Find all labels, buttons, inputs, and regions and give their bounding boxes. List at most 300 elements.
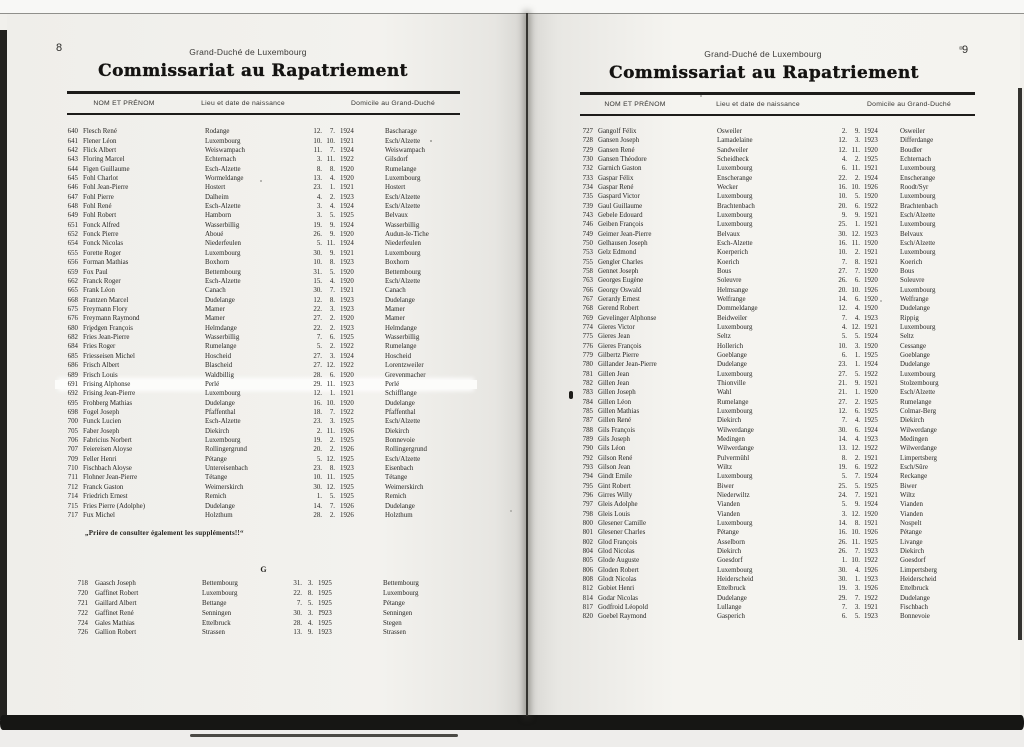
row-birthplace: Koerich [717, 258, 740, 266]
row-number: 647 [67, 193, 78, 201]
row-name: Gaasch Joseph [95, 580, 136, 588]
row-birthplace: Dudelange [717, 361, 747, 369]
row-birth-year: 1923 [318, 609, 332, 617]
row-domicile: Heiderscheid [900, 575, 937, 583]
row-name: Gansen René [598, 146, 635, 154]
row-birth-day: 16. [838, 240, 847, 248]
row-birth-year: 1925 [864, 156, 878, 164]
row-number: 689 [67, 371, 78, 379]
row-birth-month: 2. [329, 193, 335, 201]
row-number: 722 [77, 609, 88, 617]
row-birth-day: 10. [313, 474, 322, 482]
row-number: 820 [582, 613, 593, 621]
table-row [575, 248, 1020, 257]
row-birth-day: 28. [313, 371, 322, 379]
row-birth-year: 1923 [864, 613, 878, 621]
row-birthplace: Heiderscheid [717, 575, 754, 583]
row-birth-day: 14. [838, 296, 847, 304]
row-domicile: Esch/Alzette [385, 193, 421, 201]
table-row [575, 593, 1020, 602]
table-row [73, 589, 473, 599]
row-name: Georgy Oswald [598, 286, 642, 294]
row-domicile: Welfrange [900, 296, 929, 304]
table-row [575, 556, 1020, 565]
row-number: 776 [582, 342, 593, 350]
table-row [60, 370, 472, 379]
row-domicile: Ettelbruck [900, 585, 929, 593]
row-birth-month: 10. [851, 184, 860, 192]
row-number: 793 [582, 463, 593, 471]
row-name: Fonck Alfred [83, 221, 120, 229]
row-name: Glesener Charles [598, 529, 646, 537]
row-domicile: Bettembourg [385, 268, 421, 276]
row-number: 787 [582, 417, 593, 425]
row-birth-year: 1923 [864, 314, 878, 322]
row-domicile: Gilsdorf [385, 156, 408, 164]
row-name: Franck Roger [83, 277, 121, 285]
row-birth-month: 11. [326, 240, 335, 248]
row-birth-year: 1922 [864, 463, 878, 471]
row-birth-day: 15. [313, 277, 322, 285]
row-domicile: Dudelange [385, 502, 415, 510]
row-birthplace: Luxembourg [205, 437, 241, 445]
row-birth-day: 6. [841, 352, 847, 360]
table-row [575, 435, 1020, 444]
row-domicile: Strassen [383, 629, 406, 637]
row-birth-month: 2. [329, 446, 335, 454]
table-row [60, 473, 472, 482]
row-birth-day: 26. [838, 277, 847, 285]
row-domicile: Reckange [900, 473, 928, 481]
row-domicile: Weiswampach [385, 146, 426, 154]
row-birth-year: 1925 [340, 334, 354, 342]
row-birth-year: 1924 [864, 501, 878, 509]
row-domicile: Niederfeulen [385, 240, 421, 248]
row-domicile: Pfaffenthal [385, 408, 416, 416]
table-row [73, 608, 473, 618]
row-domicile: Esch/Alzette [385, 137, 421, 145]
table-row [575, 426, 1020, 435]
row-number: 800 [582, 519, 593, 527]
table-row [575, 314, 1020, 323]
row-birthplace: Wormeldange [205, 174, 244, 182]
row-number: 797 [582, 501, 593, 509]
row-number: 700 [67, 418, 78, 426]
row-domicile: Osweiler [900, 128, 925, 136]
table-row [575, 575, 1020, 584]
row-birthplace: Gasperich [717, 613, 745, 621]
row-name: Forman Mathias [83, 259, 129, 267]
row-birth-year: 1924 [340, 240, 354, 248]
table-row [60, 389, 472, 398]
row-birthplace: Wilwerdange [717, 426, 754, 434]
row-birth-year: 1921 [340, 137, 354, 145]
row-birth-year: 1922 [340, 343, 354, 351]
row-birth-year: 1925 [340, 455, 354, 463]
row-birthplace: Rollingergrund [205, 446, 247, 454]
row-birthplace: Niederwiltz [717, 491, 750, 499]
row-birth-day: 6. [841, 165, 847, 173]
row-birth-year: 1921 [864, 454, 878, 462]
row-birth-month: 7. [329, 128, 335, 136]
row-number: 769 [582, 314, 593, 322]
row-domicile: Goeblange [900, 352, 930, 360]
table-row [575, 547, 1020, 556]
row-birth-year: 1920 [340, 371, 354, 379]
row-name: Fries Pierre (Adolphe) [83, 502, 145, 510]
header-rule-bottom-right [580, 114, 975, 116]
row-birth-day: 13. [838, 445, 847, 453]
table-row [575, 388, 1020, 397]
supplements-note: „Prière de consulter également les suppléments!!“ [85, 529, 244, 537]
row-domicile: Stegen [383, 619, 402, 627]
row-name: Glodt Nicolas [598, 575, 637, 583]
table-row [575, 463, 1020, 472]
row-birth-year: 1921 [864, 519, 878, 527]
row-name: Fonck Pierre [83, 231, 119, 239]
row-birthplace: Hostert [205, 184, 226, 192]
row-name: Fries Roger [83, 343, 116, 351]
page-number-right: 9 [962, 44, 969, 56]
row-birthplace: Lullange [717, 603, 742, 611]
scan-bottom-margin [0, 730, 1024, 747]
row-domicile: Enscherange [900, 174, 936, 182]
row-number: 721 [77, 599, 88, 607]
row-birth-year: 1923 [340, 193, 354, 201]
row-domicile: Goesdorf [900, 557, 926, 565]
row-birth-day: 13. [313, 174, 322, 182]
row-birth-year: 1925 [318, 590, 332, 598]
row-number: 691 [67, 380, 78, 388]
row-birth-month: 1. [854, 221, 860, 229]
row-birth-year: 1922 [864, 370, 878, 378]
row-birth-month: 7. [854, 473, 860, 481]
row-birth-year: 1920 [864, 389, 878, 397]
row-birth-year: 1921 [340, 184, 354, 192]
scan-shadow-streak [190, 734, 458, 737]
row-birth-day: 23. [313, 465, 322, 473]
row-number: 682 [67, 334, 78, 342]
row-birth-month: 5. [854, 193, 860, 201]
table-row [575, 360, 1020, 369]
row-number: 812 [582, 585, 593, 593]
row-birth-day: 30. [838, 230, 847, 238]
row-birth-year: 1925 [340, 483, 354, 491]
row-birthplace: Luxembourg [205, 390, 241, 398]
row-birth-day: 25. [838, 482, 847, 490]
row-birth-month: 11. [326, 474, 335, 482]
row-name: Feller Henri [83, 455, 117, 463]
row-name: Flick Albert [83, 146, 117, 154]
row-birth-month: 7. [854, 594, 860, 602]
row-name: Glod François [598, 538, 638, 546]
row-domicile: Esch/Alzette [900, 389, 936, 397]
row-domicile: Pétange [383, 599, 405, 607]
row-birth-day: 27. [838, 398, 847, 406]
row-birthplace: Luxembourg [717, 165, 753, 173]
row-birth-year: 1921 [864, 165, 878, 173]
row-birth-month: 4. [854, 305, 860, 313]
table-row [575, 500, 1020, 509]
row-birth-day: 20. [313, 446, 322, 454]
row-domicile: Esch/Alzette [385, 418, 421, 426]
row-domicile: Soleuvre [900, 277, 925, 285]
row-birth-year: 1926 [340, 427, 354, 435]
row-name: Gobiet Henri [598, 585, 635, 593]
row-birthplace: Luxembourg [717, 566, 753, 574]
row-birthplace: Dudelange [205, 296, 235, 304]
row-domicile: Eisenbach [385, 465, 414, 473]
row-birth-day: 26. [313, 231, 322, 239]
row-birth-month: 6. [854, 408, 860, 415]
row-birth-day: 7. [841, 603, 847, 611]
row-number: 652 [67, 231, 78, 239]
row-birthplace: Welfrange [717, 296, 746, 304]
table-row [60, 501, 472, 510]
row-birthplace: Soleuvre [717, 277, 742, 285]
row-birth-month: 5. [329, 268, 335, 276]
running-header-right: Grand-Duché de Luxembourg [704, 49, 822, 59]
section-letter: G [260, 565, 267, 574]
table-row [60, 342, 472, 351]
row-birth-year: 1923 [340, 296, 354, 304]
row-birth-year: 1923 [864, 547, 878, 555]
row-birth-year: 1924 [340, 352, 354, 360]
row-birth-month: 4. [307, 619, 313, 627]
row-number: 735 [582, 193, 593, 201]
book-bottom-edge [0, 715, 1024, 730]
row-name: Fohl Charlot [83, 174, 119, 182]
row-name: Godar Nicolas [598, 594, 638, 602]
row-name: Floring Marcel [83, 156, 125, 164]
row-name: Gevelinger Alphonse [598, 314, 657, 322]
row-birth-day: 14. [838, 435, 847, 443]
row-birth-year: 1922 [864, 202, 878, 210]
row-name: Frising Alphonse [83, 380, 131, 388]
row-birthplace: Osweiler [717, 128, 742, 136]
row-number: 796 [582, 491, 593, 499]
row-birth-month: 4. [854, 566, 860, 574]
header-rule-top-left [67, 91, 460, 94]
row-birth-day: 12. [838, 408, 847, 415]
table-row [575, 528, 1020, 537]
row-domicile: Luxembourg [900, 324, 936, 332]
row-birth-month: 7. [854, 547, 860, 555]
row-birth-month: 12. [851, 324, 860, 332]
row-number: 676 [67, 315, 78, 323]
row-domicile: Helmdange [385, 324, 417, 332]
row-birth-month: 3. [854, 137, 860, 145]
row-birth-year: 1921 [864, 249, 878, 257]
table-row [575, 174, 1020, 183]
row-birthplace: Bettembourg [202, 580, 238, 588]
row-number: 698 [67, 408, 78, 416]
table-row [575, 398, 1020, 407]
row-birth-month: 2. [854, 156, 860, 164]
row-birth-year: 1923 [340, 465, 354, 473]
row-number: 749 [582, 230, 593, 238]
row-number: 817 [582, 603, 593, 611]
row-birth-day: 23. [838, 361, 847, 369]
row-name: Gillen Mathias [598, 408, 640, 415]
row-number: 794 [582, 473, 593, 481]
table-row [60, 183, 472, 192]
row-domicile: Bonnevoie [385, 437, 415, 445]
row-birth-month: 11. [851, 538, 860, 546]
row-name: Fohl René [83, 203, 112, 211]
table-row [575, 183, 1020, 192]
row-birth-day: 28. [293, 619, 302, 627]
table-row [575, 491, 1020, 500]
table-row [60, 455, 472, 464]
row-name: Freymann Raymond [83, 315, 140, 323]
row-name: Glesener Camille [598, 519, 647, 527]
row-birth-day: 3. [316, 212, 322, 220]
row-number: 732 [582, 165, 593, 173]
row-name: Glode Auguste [598, 557, 640, 565]
row-number: 717 [67, 511, 78, 519]
row-birth-month: 2. [854, 249, 860, 257]
row-birth-year: 1925 [864, 408, 878, 415]
row-birth-month: 6. [329, 371, 335, 379]
row-name: Gleis Louis [598, 510, 630, 518]
row-birth-year: 1923 [340, 380, 354, 388]
row-number: 715 [67, 502, 78, 510]
row-birthplace: Luxembourg [205, 137, 241, 145]
row-name: Gengler Charles [598, 258, 643, 266]
table-row [60, 427, 472, 436]
row-domicile: Esch/Alzette [900, 240, 936, 248]
row-birth-month: 1. [329, 390, 335, 398]
row-number: 643 [67, 156, 78, 164]
row-name: Gleis Adolphe [598, 501, 638, 509]
row-birth-day: 27. [838, 268, 847, 276]
row-birth-month: 3. [307, 609, 313, 617]
row-birthplace: Helmsange [717, 286, 748, 294]
row-domicile: Luxembourg [900, 370, 936, 378]
table-row [575, 342, 1020, 351]
row-name: Friedgen François [83, 324, 133, 332]
row-birthplace: Dudelange [205, 502, 235, 510]
table-row [60, 286, 472, 295]
row-name: Geiben François [598, 221, 644, 229]
row-birth-day: 2. [316, 427, 322, 435]
row-domicile: Echternach [900, 156, 931, 164]
row-birth-day: 22. [838, 174, 847, 182]
row-birth-month: 7. [329, 408, 335, 416]
row-birth-year: 1925 [864, 538, 878, 546]
row-name: Fohl Robert [83, 212, 117, 220]
row-birth-day: 27. [313, 315, 322, 323]
row-name: Glod Nicolas [598, 547, 635, 555]
row-number: 662 [67, 277, 78, 285]
row-birth-day: 4. [841, 324, 847, 332]
row-birth-month: 9. [329, 221, 335, 229]
row-domicile: Dudelange [900, 305, 930, 313]
row-domicile: Esch/Alzette [385, 277, 421, 285]
row-birthplace: Echternach [205, 156, 236, 164]
table-row [60, 267, 472, 276]
table-row [60, 352, 472, 361]
table-row [60, 305, 472, 314]
row-birthplace: Strassen [202, 629, 225, 637]
table-row [73, 628, 473, 638]
row-birth-day: 30. [838, 566, 847, 574]
row-name: Flesch René [83, 128, 117, 136]
row-birth-month: 7. [329, 146, 335, 154]
row-domicile: Vianden [900, 510, 923, 518]
row-name: Gils Léon [598, 445, 626, 453]
row-number: 788 [582, 426, 593, 434]
table-row [575, 258, 1020, 267]
row-birth-year: 1920 [340, 268, 354, 276]
row-domicile: Hostert [385, 184, 406, 192]
table-row [575, 351, 1020, 360]
row-birth-month: 12. [326, 362, 335, 370]
row-domicile: Limpertsberg [900, 566, 937, 574]
table-row [60, 155, 472, 164]
row-birth-month: 12. [851, 510, 860, 518]
row-number: 718 [77, 580, 88, 588]
row-number: 668 [67, 296, 78, 304]
row-number: 802 [582, 538, 593, 546]
table-row [575, 565, 1020, 574]
row-birth-year: 1926 [864, 184, 878, 192]
row-birthplace: Canach [205, 287, 226, 295]
table-row [575, 230, 1020, 239]
row-birthplace: Rumelange [717, 398, 749, 406]
row-name: Gindt Emile [598, 473, 632, 481]
row-domicile: Perlé [385, 380, 400, 388]
row-domicile: Differdange [900, 137, 934, 145]
row-number: 727 [582, 128, 593, 136]
table-row [60, 277, 472, 286]
row-birth-day: 10. [313, 137, 322, 145]
row-number: 798 [582, 510, 593, 518]
row-birthplace: Bous [717, 268, 732, 276]
row-birthplace: Hollerich [717, 342, 744, 350]
page-title-left: Commissariat au Rapatriement [98, 61, 408, 81]
row-number: 651 [67, 221, 78, 229]
row-birth-year: 1924 [340, 221, 354, 229]
row-birth-day: 7. [841, 417, 847, 425]
ink-mark [569, 391, 573, 399]
row-domicile: Mamer [385, 315, 405, 323]
row-birth-month: 11. [851, 146, 860, 154]
row-birth-year: 1922 [864, 445, 878, 453]
row-domicile: Esch/Alzette [385, 455, 421, 463]
row-birth-year: 1925 [318, 599, 332, 607]
row-domicile: Mamer [385, 306, 405, 313]
column-header-nom-right: NOM ET PRÉNOM [604, 101, 666, 108]
row-birth-month: 11. [326, 156, 335, 164]
row-birth-day: 19. [838, 463, 847, 471]
row-number: 755 [582, 258, 593, 266]
row-number: 789 [582, 435, 593, 443]
row-name: Fox Paul [83, 268, 108, 276]
row-birth-day: 12. [838, 146, 847, 154]
row-birth-day: 22. [293, 590, 302, 598]
row-number: 753 [582, 249, 593, 257]
table-row [575, 164, 1020, 173]
row-birthplace: Seltz [717, 333, 731, 341]
row-number: 641 [67, 137, 78, 145]
page-title-right: Commissariat au Rapatriement [609, 63, 919, 83]
row-birthplace: Remich [205, 493, 227, 501]
row-birthplace: Holzthum [205, 511, 233, 519]
table-row [575, 509, 1020, 518]
table-row [60, 193, 472, 202]
